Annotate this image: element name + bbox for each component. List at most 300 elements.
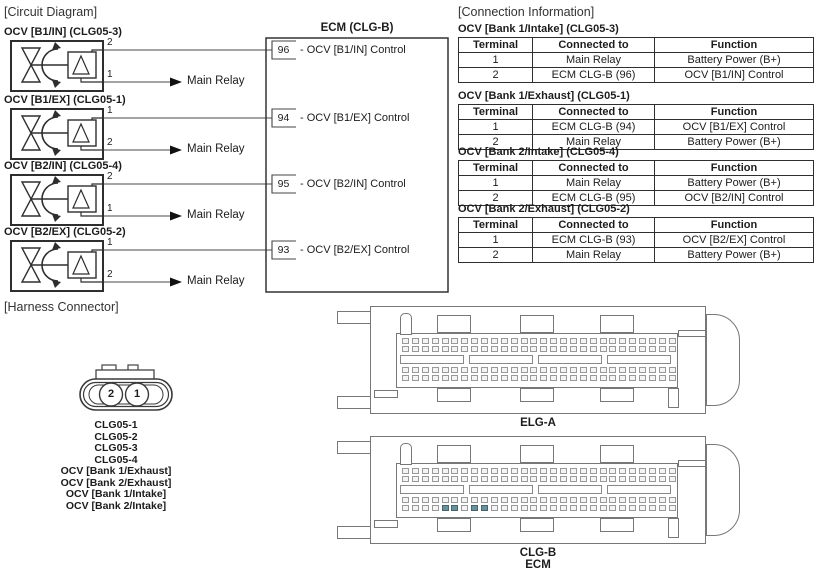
connector-pin (669, 468, 676, 474)
connector-pin (639, 476, 646, 482)
connector-pin (471, 476, 478, 482)
connector-pin (540, 497, 547, 503)
connector-pin (570, 497, 577, 503)
connector-pin (511, 338, 518, 344)
col-function: Function (655, 161, 814, 176)
connection-info-title: [Connection Information] (458, 5, 595, 19)
harness-label: OCV [Bank 2/Intake] (65, 499, 167, 512)
pin-number: 2 (107, 269, 113, 280)
connector-pin (659, 338, 666, 344)
connector-clg-b-sublabel: ECM (525, 559, 551, 571)
connector-pin (402, 367, 409, 373)
connector-pin (501, 346, 508, 352)
connector-pin (649, 497, 656, 503)
ecm-pin-96-desc: - OCV [B1/IN] Control (300, 44, 406, 56)
ecm-pin-95-desc: - OCV [B2/IN] Control (300, 178, 406, 190)
connector-bump (520, 388, 554, 402)
col-function: Function (655, 218, 814, 233)
connector-pin (619, 346, 626, 352)
connector-pin (619, 505, 626, 511)
connector-pin (629, 338, 636, 344)
connector-pin (659, 468, 666, 474)
cell-connected-to: Main Relay (533, 248, 655, 263)
connector-pin (481, 497, 488, 503)
connector-detail (374, 390, 398, 398)
connector-tab (337, 396, 371, 409)
connector-pin (619, 497, 626, 503)
harness-pin-1: 1 (133, 388, 141, 400)
connector-slot (607, 355, 671, 364)
connector-pin (609, 338, 616, 344)
ecm-pin-94: 94 (277, 112, 290, 124)
connector-pin (521, 375, 528, 381)
connector-pin (590, 468, 597, 474)
connector-pin (550, 375, 557, 381)
connector-pin (580, 468, 587, 474)
connector-pin (432, 505, 439, 511)
connector-pin (461, 375, 468, 381)
connector-bump (437, 445, 471, 463)
connector-pin (580, 476, 587, 482)
connector-pin (402, 375, 409, 381)
cell-connected-to: Main Relay (533, 53, 655, 68)
connector-pin (590, 476, 597, 482)
cell-connected-to: ECM CLG-B (93) (533, 233, 655, 248)
main-relay-label: Main Relay (187, 275, 245, 287)
connector-pin (402, 476, 409, 482)
connector-pin (451, 346, 458, 352)
connector-pin (669, 338, 676, 344)
harness-label: CLG05-1 (94, 419, 138, 431)
connector-pin (530, 346, 537, 352)
connector-pin (600, 505, 607, 511)
connector-pin (422, 505, 429, 511)
connector-pin (451, 476, 458, 482)
connector-pin (432, 367, 439, 373)
connector-pin (451, 375, 458, 381)
connector-pin (550, 476, 557, 482)
connector-pin (402, 497, 409, 503)
table-heading-bank1-exhaust: OCV [Bank 1/Exhaust] (CLG05-1) (458, 90, 630, 102)
connector-pin (639, 375, 646, 381)
pin-number: 2 (107, 171, 113, 182)
connector-pin (669, 346, 676, 352)
connector-pin (619, 476, 626, 482)
connector-pin (619, 367, 626, 373)
table-header-row (459, 105, 814, 120)
connector-pin (461, 338, 468, 344)
connector-pin (590, 346, 597, 352)
connector-pin (511, 468, 518, 474)
connector-pin (491, 468, 498, 474)
connection-table-bank2-exhaust (458, 217, 814, 263)
connector-pin (540, 338, 547, 344)
cell-terminal: 2 (459, 248, 533, 263)
connector-pin (521, 468, 528, 474)
connector-pin (570, 346, 577, 352)
connector-pin (432, 468, 439, 474)
pin-row (402, 468, 676, 474)
connector-pin (609, 375, 616, 381)
connector-pin (649, 476, 656, 482)
connector-pin (491, 367, 498, 373)
connector-pin (432, 476, 439, 482)
col-function: Function (655, 38, 814, 53)
connector-pin (412, 476, 419, 482)
connector-pin (530, 375, 537, 381)
connector-detail (678, 460, 706, 467)
connector-pin (540, 375, 547, 381)
cell-function: OCV [B1/IN] Control (655, 68, 814, 83)
connector-pin (639, 505, 646, 511)
connector-pin (560, 375, 567, 381)
pin-number: 1 (107, 105, 113, 116)
connector-pin (422, 338, 429, 344)
col-terminal: Terminal (459, 105, 533, 120)
main-relay-label: Main Relay (187, 209, 245, 221)
connector-clg-b-label: CLG-B (519, 547, 557, 559)
connection-table-bank1-intake (458, 37, 814, 83)
col-terminal: Terminal (459, 161, 533, 176)
connector-latch (400, 443, 412, 465)
connector-pin (669, 375, 676, 381)
connector-pin (402, 346, 409, 352)
connector-pin (639, 367, 646, 373)
table-header-row (459, 161, 814, 176)
connector-pin (461, 505, 468, 511)
connector-pin (442, 367, 449, 373)
connector-pin (530, 338, 537, 344)
connector-pin (412, 375, 419, 381)
harness-label: OCV [Bank 1/Exhaust] (60, 465, 172, 477)
connector-pin (600, 346, 607, 352)
connector-pin (402, 338, 409, 344)
col-connected-to: Connected to (533, 218, 655, 233)
table-row (459, 120, 814, 135)
connector-pin (540, 476, 547, 482)
cell-connected-to: Main Relay (533, 176, 655, 191)
connector-pin (451, 497, 458, 503)
connector-slot (400, 485, 464, 494)
connector-pin (521, 505, 528, 511)
harness-label: OCV [Bank 1/Intake] (65, 488, 167, 500)
col-connected-to: Connected to (533, 105, 655, 120)
connector-pin (590, 375, 597, 381)
connector-pin (530, 476, 537, 482)
table-heading-bank2-intake: OCV [Bank 2/Intake] (CLG05-4) (458, 146, 619, 158)
connector-pin (639, 468, 646, 474)
connector-pin (570, 468, 577, 474)
connector-end-cap (706, 444, 740, 536)
pin-row (402, 375, 676, 381)
connector-pin (600, 375, 607, 381)
connector-pin (609, 505, 616, 511)
connector-pin (669, 505, 676, 511)
connector-pin (540, 505, 547, 511)
connector-pin (530, 367, 537, 373)
ecm-pin-94-desc: - OCV [B1/EX] Control (300, 112, 410, 124)
connector-pin (491, 505, 498, 511)
connector-pin (461, 476, 468, 482)
connector-bump (437, 518, 471, 532)
connector-pin (659, 346, 666, 352)
connector-end-cap (706, 314, 740, 406)
connector-tab (337, 441, 371, 454)
ocv-b2-in-label: OCV [B2/IN] (CLG05-4) (4, 160, 122, 172)
table-row (459, 176, 814, 191)
connector-pin (501, 375, 508, 381)
connector-pin (412, 468, 419, 474)
table-row (459, 233, 814, 248)
ecm-pin-93-desc: - OCV [B2/EX] Control (300, 244, 410, 256)
connector-pin (590, 505, 597, 511)
connector-pin (501, 338, 508, 344)
connector-latch (400, 313, 412, 335)
connector-pin (521, 338, 528, 344)
connector-pin (412, 497, 419, 503)
connector-pin (422, 497, 429, 503)
connector-pin (639, 338, 646, 344)
harness-label: CLG05-3 (94, 442, 138, 454)
connector-pin (609, 367, 616, 373)
connector-pin (619, 468, 626, 474)
connector-pin (501, 476, 508, 482)
connector-pin (649, 367, 656, 373)
cell-connected-to: Main Relay (533, 135, 655, 150)
circuit-diagram-title: [Circuit Diagram] (4, 5, 98, 19)
main-relay-label: Main Relay (187, 143, 245, 155)
col-connected-to: Connected to (533, 38, 655, 53)
connector-pin (422, 375, 429, 381)
main-relay-label: Main Relay (187, 75, 245, 87)
connector-pin (560, 338, 567, 344)
connector-pin (580, 346, 587, 352)
connector-slot (607, 485, 671, 494)
connector-pin (629, 476, 636, 482)
connector-pin (481, 338, 488, 344)
connector-pin (451, 505, 458, 511)
connector-pin (659, 497, 666, 503)
connector-slot (538, 485, 602, 494)
connector-pin (550, 338, 557, 344)
connector-pin (629, 497, 636, 503)
connector-pin (570, 476, 577, 482)
connector-pin (432, 497, 439, 503)
connection-table-bank2-intake (458, 160, 814, 206)
connector-pin (481, 346, 488, 352)
connector-pin (521, 497, 528, 503)
cell-function: Battery Power (B+) (655, 176, 814, 191)
connector-pin (619, 375, 626, 381)
connector-pin (511, 375, 518, 381)
connector-bump (600, 445, 634, 463)
connector-pin (590, 338, 597, 344)
connector-pin (580, 375, 587, 381)
connector-pin (550, 505, 557, 511)
connector-pin (590, 497, 597, 503)
connector-pin (560, 497, 567, 503)
connector-slot (469, 355, 533, 364)
connector-pin (432, 375, 439, 381)
connector-pin (629, 468, 636, 474)
col-connected-to: Connected to (533, 161, 655, 176)
connector-pin (570, 367, 577, 373)
connector-pin (491, 497, 498, 503)
connector-pin (412, 367, 419, 373)
connector-pin (491, 476, 498, 482)
connector-pin (639, 346, 646, 352)
connector-pin (491, 338, 498, 344)
ecm-pin-96: 96 (277, 44, 290, 56)
connector-clg-b (337, 436, 740, 571)
connector-pin (511, 505, 518, 511)
connector-pin (580, 505, 587, 511)
connector-pin (629, 375, 636, 381)
connector-pin (432, 338, 439, 344)
table-row (459, 53, 814, 68)
connector-pin (600, 338, 607, 344)
connector-pin (669, 367, 676, 373)
connector-slot (400, 355, 464, 364)
connector-pin (540, 468, 547, 474)
connector-detail (668, 518, 679, 538)
connector-pin (609, 497, 616, 503)
connector-bump (600, 388, 634, 402)
connector-pin (570, 375, 577, 381)
connector-pin (442, 497, 449, 503)
connector-bump (600, 315, 634, 333)
connector-pin (471, 338, 478, 344)
connector-pin (412, 338, 419, 344)
connector-pin (402, 468, 409, 474)
connector-pin (521, 346, 528, 352)
connector-elg-a (337, 306, 740, 429)
pin-row (402, 346, 676, 352)
cell-function: OCV [B1/EX] Control (655, 120, 814, 135)
pin-row (402, 338, 676, 344)
col-terminal: Terminal (459, 218, 533, 233)
connector-pin (511, 346, 518, 352)
harness-connector-title: [Harness Connector] (4, 300, 119, 314)
connector-bump (437, 388, 471, 402)
connector-pin (629, 505, 636, 511)
connector-pin (550, 367, 557, 373)
connector-pin (442, 505, 449, 511)
connector-pin (471, 346, 478, 352)
cell-function: OCV [B2/EX] Control (655, 233, 814, 248)
connector-pin (590, 367, 597, 373)
cell-connected-to: ECM CLG-B (95) (533, 191, 655, 206)
connector-pin (451, 367, 458, 373)
connector-pin (540, 367, 547, 373)
pin-row (402, 367, 676, 373)
connector-elg-a-label: ELG-A (520, 417, 556, 429)
pin-number: 1 (107, 69, 113, 80)
cell-terminal: 1 (459, 233, 533, 248)
connector-pin (501, 468, 508, 474)
ecm-pin-95: 95 (277, 178, 290, 190)
connector-pin (451, 338, 458, 344)
connector-slot (469, 485, 533, 494)
table-header-row (459, 38, 814, 53)
connector-pin (669, 476, 676, 482)
cell-function: Battery Power (B+) (655, 248, 814, 263)
connector-pin (412, 505, 419, 511)
connector-pin (530, 505, 537, 511)
connector-pin (570, 505, 577, 511)
table-header-row (459, 218, 814, 233)
connector-pin (600, 367, 607, 373)
connector-pin (649, 468, 656, 474)
connector-pin (442, 468, 449, 474)
connector-pin (501, 367, 508, 373)
connector-pin (461, 497, 468, 503)
connector-pin (560, 468, 567, 474)
connector-pin (442, 338, 449, 344)
connector-pin (659, 476, 666, 482)
connector-pin (600, 497, 607, 503)
connector-bump (520, 315, 554, 333)
connector-pin (471, 367, 478, 373)
connector-pin (511, 367, 518, 373)
cell-function: Battery Power (B+) (655, 135, 814, 150)
connector-bump (520, 518, 554, 532)
connector-pin (659, 505, 666, 511)
connector-pin (521, 367, 528, 373)
cell-terminal: 1 (459, 120, 533, 135)
connector-pin (600, 476, 607, 482)
cell-connected-to: ECM CLG-B (96) (533, 68, 655, 83)
connector-pin (481, 367, 488, 373)
col-function: Function (655, 105, 814, 120)
connector-pin (422, 476, 429, 482)
pin-number: 1 (107, 203, 113, 214)
connector-pin (530, 497, 537, 503)
connector-pin (471, 468, 478, 474)
connector-detail (668, 388, 679, 408)
harness-label: CLG05-2 (94, 430, 138, 443)
ecm-box-title: ECM (CLG-B) (320, 22, 394, 34)
connector-pin (580, 338, 587, 344)
cell-connected-to: ECM CLG-B (94) (533, 120, 655, 135)
cell-terminal: 2 (459, 135, 533, 150)
cell-function: Battery Power (B+) (655, 53, 814, 68)
harness-label-list (0, 420, 232, 512)
connector-pin (649, 375, 656, 381)
table-row (459, 248, 814, 263)
connector-pin (442, 476, 449, 482)
connector-pin (609, 346, 616, 352)
connector-pin (560, 505, 567, 511)
connector-pin (461, 346, 468, 352)
connector-pin (491, 375, 498, 381)
pin-number: 1 (107, 237, 113, 248)
connector-bump (600, 518, 634, 532)
harness-label: CLG05-4 (94, 453, 138, 466)
pin-row (402, 497, 676, 503)
pin-number: 2 (107, 137, 113, 148)
connector-slot (538, 355, 602, 364)
cell-terminal: 1 (459, 53, 533, 68)
connector-pin (649, 505, 656, 511)
connector-pin (422, 346, 429, 352)
connector-pin (560, 346, 567, 352)
connector-pin (629, 367, 636, 373)
connector-pin (580, 367, 587, 373)
connector-pin (521, 476, 528, 482)
connector-pin (422, 367, 429, 373)
connector-pin (501, 505, 508, 511)
